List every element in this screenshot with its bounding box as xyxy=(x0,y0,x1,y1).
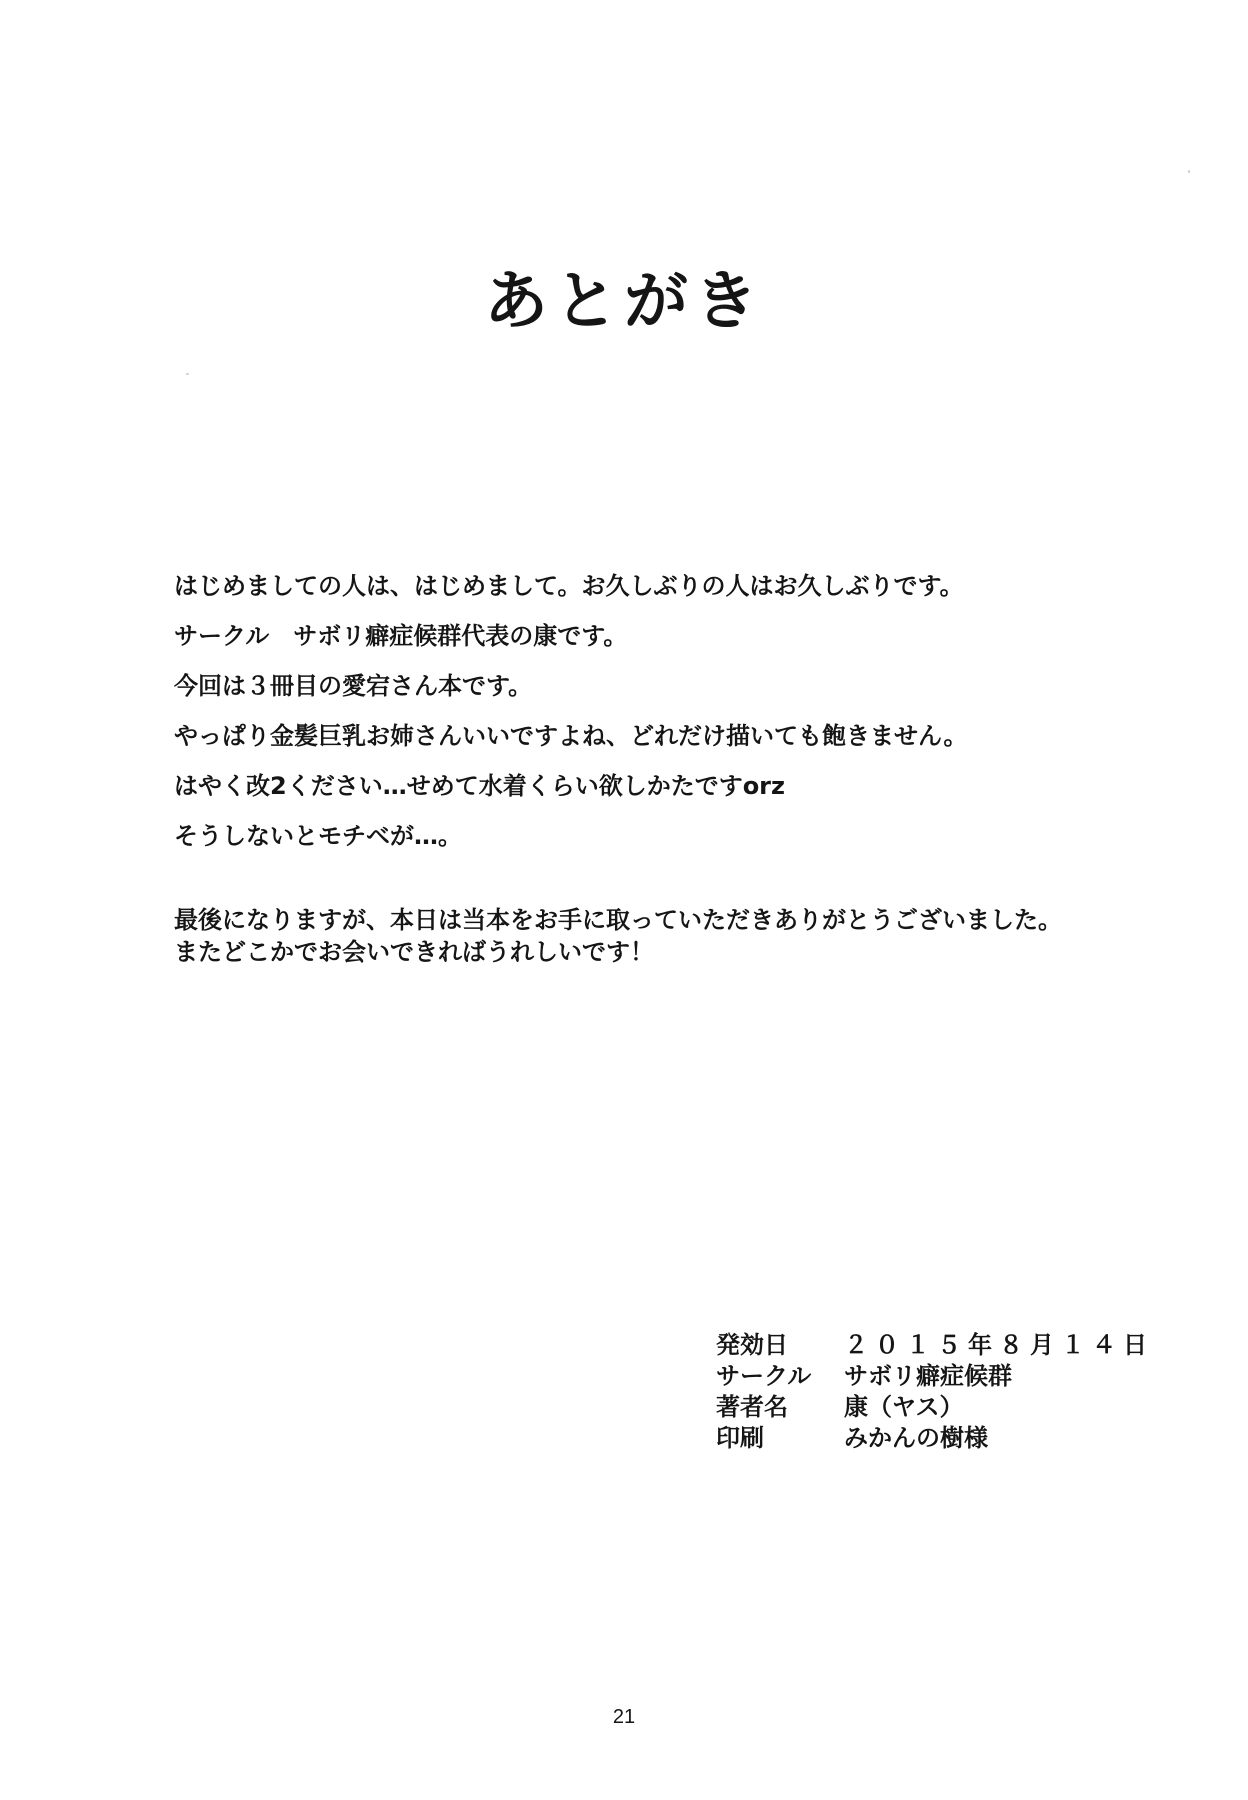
paragraph-book-count: 今回は３冊目の愛宕さん本です。 xyxy=(174,672,533,700)
afterword-title: あとがき xyxy=(484,265,764,339)
colophon-label: 発効日 xyxy=(716,1331,788,1359)
scan-speck xyxy=(1188,170,1190,173)
page-number: 21 xyxy=(612,1706,636,1728)
paragraph-opinion: やっぱり金髪巨乳お姉さんいいですよね、どれだけ描いても飽きません。 xyxy=(174,722,968,750)
closing-line-thanks: 最後になりますが、本日は当本をお手に取っていただきありがとうございました。 xyxy=(174,906,1062,934)
closing-message xyxy=(174,904,1174,968)
colophon-label: 著者名 xyxy=(716,1393,788,1421)
colophon-label: 印刷 xyxy=(716,1424,764,1452)
colophon-value: サボリ癖症候群 xyxy=(844,1362,1012,1390)
paragraph-request: はやく改2ください…せめて水着くらい欲しかたですorz xyxy=(174,772,785,800)
paragraph-circle-intro: サークル サボリ癖症候群代表の康です。 xyxy=(174,622,628,650)
colophon-row-circle xyxy=(716,1361,1154,1392)
colophon-row-author xyxy=(716,1392,1154,1423)
closing-line-farewell: またどこかでお会いできればうれしいです！ xyxy=(174,938,654,966)
colophon-row-date xyxy=(716,1330,1154,1361)
colophon-value: 康（ヤス） xyxy=(844,1393,964,1421)
colophon-value: みかんの樹様 xyxy=(844,1424,988,1452)
colophon-value: ２０１５年８月１４日 xyxy=(844,1331,1154,1359)
colophon xyxy=(716,1330,1154,1454)
paragraph-motivation: そうしないとモチベが…。 xyxy=(174,822,462,850)
paragraph-greeting: はじめましての人は、はじめまして。お久しぶりの人はお久しぶりです。 xyxy=(174,572,964,600)
colophon-row-printer xyxy=(716,1423,1154,1454)
scan-speck xyxy=(186,373,189,375)
colophon-label: サークル xyxy=(716,1362,812,1390)
afterword-body xyxy=(174,570,1174,968)
